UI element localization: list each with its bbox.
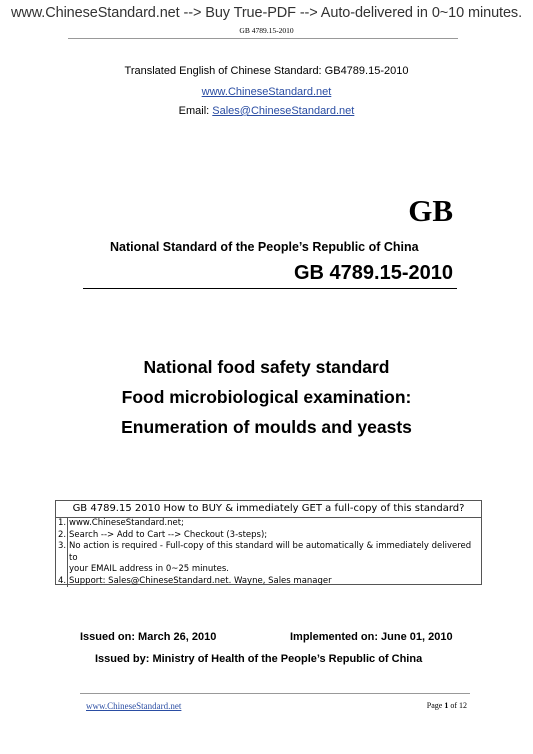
list-number: 4. — [58, 575, 67, 586]
list-item — [56, 518, 481, 530]
list-number: 2. — [58, 529, 67, 540]
title-line-1: National food safety standard — [143, 357, 390, 377]
top-banner: www.ChineseStandard.net --> Buy True-PDF --> Auto-delivered in 0~10 minutes. — [10, 5, 523, 21]
footer-website-link[interactable]: www.ChineseStandard.net — [86, 701, 182, 711]
page-current: 1 — [444, 701, 449, 710]
page-prefix: Page — [426, 701, 445, 710]
title-line-3: Enumeration of moulds and yeasts — [121, 417, 412, 437]
buy-instructions-box — [55, 500, 482, 585]
email-link[interactable]: Sales@ChineseStandard.net — [212, 105, 355, 117]
buy-box-heading: GB 4789.15 2010 How to BUY & immediately GET a full-copy of this standard? — [56, 501, 481, 518]
list-number: 3. — [58, 541, 67, 551]
list-number: 1. — [58, 518, 67, 528]
list-text: www.ChineseStandard.net; — [69, 518, 184, 528]
page-suffix: of 12 — [448, 701, 467, 710]
list-text: your EMAIL address in 0~25 minutes. — [69, 564, 229, 574]
list-text: No action is required - Full-copy of this standard will be automatically & immediately delivered to — [69, 541, 472, 563]
implemented-date: Implemented on: June 01, 2010 — [290, 631, 453, 643]
translation-note: Translated English of Chinese Standard: GB4789.15-2010 — [124, 65, 409, 77]
footer-divider — [80, 693, 470, 694]
list-text: Search --> Add to Cart --> Checkout (3-steps); — [69, 529, 268, 540]
issuing-authority: Issued by: Ministry of Health of the People’s Republic of China — [95, 653, 423, 665]
website-link[interactable]: www.ChineseStandard.net — [201, 86, 332, 98]
list-text: Support: Sales@ChineseStandard.net. Wayne, Sales manager — [69, 575, 332, 586]
list-item — [56, 564, 481, 576]
list-item — [56, 576, 481, 588]
header-divider — [68, 38, 458, 39]
standard-divider — [83, 288, 457, 289]
header-standard-code: GB 4789.15-2010 — [239, 26, 294, 35]
national-standard-heading: National Standard of the People’s Republic of China — [110, 240, 419, 254]
buy-steps-list — [56, 518, 481, 587]
list-item — [56, 530, 481, 542]
email-label: Email: — [178, 105, 213, 117]
list-item — [56, 541, 481, 564]
page-number — [427, 701, 467, 710]
title-line-2: Food microbiological examination: — [121, 387, 412, 407]
issued-date: Issued on: March 26, 2010 — [80, 631, 217, 643]
gb-logo: GB — [408, 193, 453, 228]
standard-number: GB 4789.15-2010 — [293, 262, 453, 284]
email-line — [0, 105, 533, 117]
